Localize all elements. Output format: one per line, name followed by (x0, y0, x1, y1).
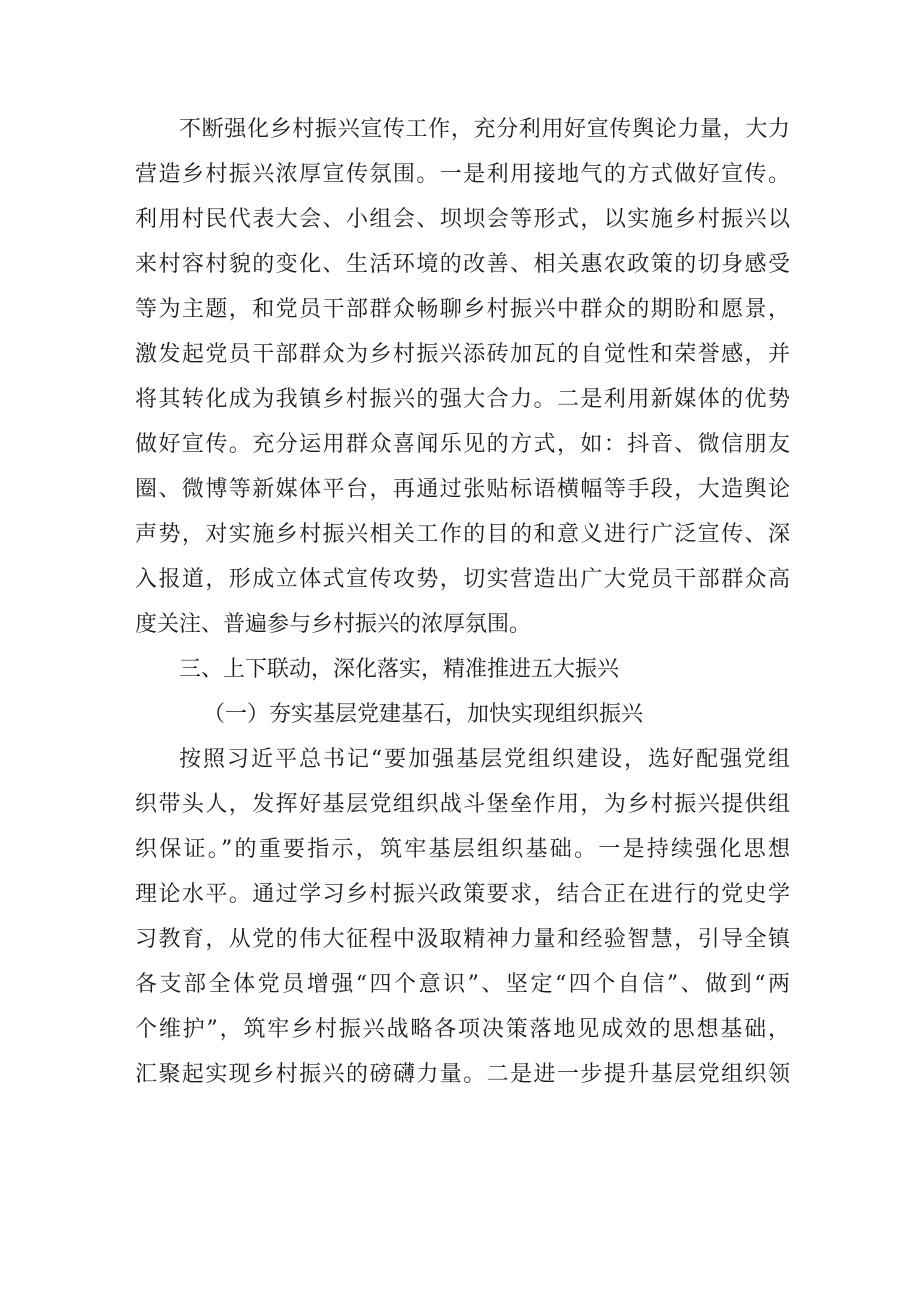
paragraph-line: 习教育，从党的伟大征程中汲取精神力量和经验智慧，引导全镇 (135, 927, 790, 952)
paragraph-line: 利用村民代表大会、小组会、坝坝会等形式，以实施乡村振兴以 (135, 207, 790, 232)
section-heading: 三、上下联动，深化落实，精准推进五大振兴 (179, 657, 620, 682)
paragraph-line: 做好宣传。充分运用群众喜闻乐见的方式，如：抖音、微信朋友 (135, 432, 790, 457)
paragraph-line: 不断强化乡村振兴宣传工作，充分利用好宣传舆论力量，大力 (179, 117, 790, 142)
paragraph-line: 度关注、普遍参与乡村振兴的浓厚氛围。 (135, 612, 532, 637)
paragraph-line: 按照习近平总书记“要加强基层党组织建设，选好配强党组 (179, 747, 790, 772)
paragraph-line: 个维护”，筑牢乡村振兴战略各项决策落地见成效的思想基础， (135, 1017, 790, 1042)
paragraph-line: 织带头人，发挥好基层党组织战斗堡垒作用，为乡村振兴提供组 (135, 792, 790, 817)
paragraph-line: 营造乡村振兴浓厚宣传氛围。一是利用接地气的方式做好宣传。 (135, 162, 790, 187)
paragraph-line: 入报道，形成立体式宣传攻势，切实营造出广大党员干部群众高 (135, 567, 790, 592)
paragraph-line: 织保证。”的重要指示，筑牢基层组织基础。一是持续强化思想 (135, 837, 790, 862)
paragraph-line: 声势，对实施乡村振兴相关工作的目的和意义进行广泛宣传、深 (135, 522, 790, 547)
paragraph-line: 将其转化成为我镇乡村振兴的强大合力。二是利用新媒体的优势 (135, 387, 790, 412)
paragraph-line: 汇聚起实现乡村振兴的磅礴力量。二是进一步提升基层党组织领 (135, 1062, 790, 1087)
paragraph-line: 等为主题，和党员干部群众畅聊乡村振兴中群众的期盼和愿景， (135, 297, 790, 322)
paragraph-line: 各支部全体党员增强“四个意识”、坚定“四个自信”、做到“两 (135, 972, 790, 997)
paragraph-line: 激发起党员干部群众为乡村振兴添砖加瓦的自觉性和荣誉感，并 (135, 342, 790, 367)
paragraph-line: 理论水平。通过学习乡村振兴政策要求，结合正在进行的党史学 (135, 882, 790, 907)
subsection-heading: （一）夯实基层党建基石，加快实现组织振兴 (203, 702, 644, 727)
paragraph-line: 来村容村貌的变化、生活环境的改善、相关惠农政策的切身感受 (135, 252, 790, 277)
paragraph-line: 圈、微博等新媒体平台，再通过张贴标语横幅等手段，大造舆论 (135, 477, 790, 502)
